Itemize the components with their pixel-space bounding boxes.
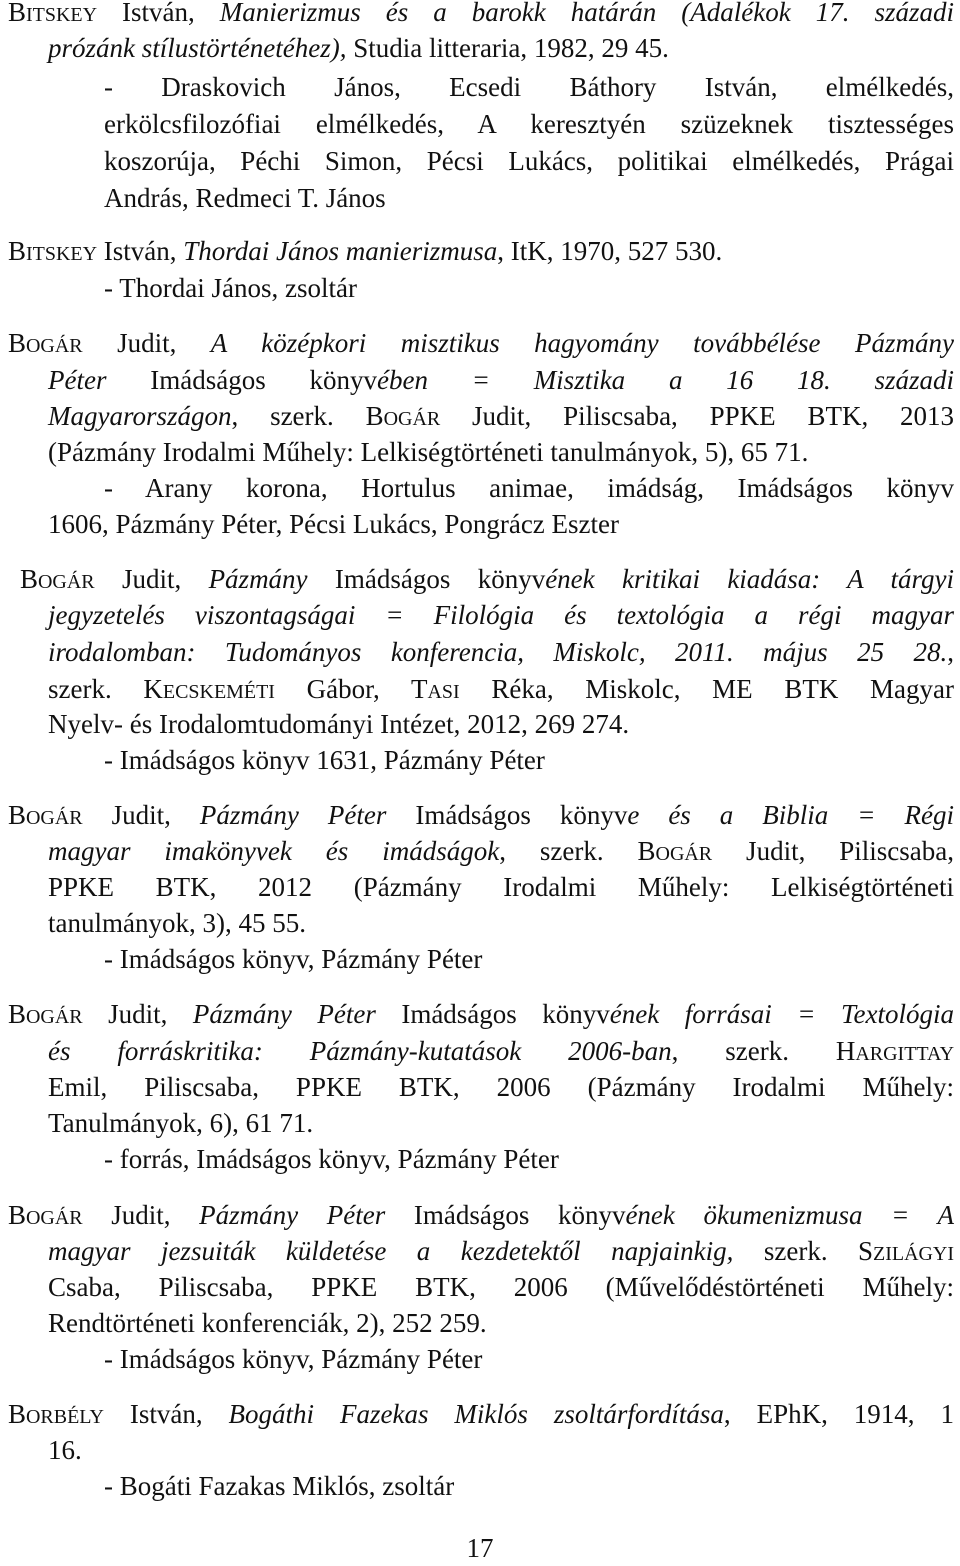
small-caps-run: OGÁR [38, 571, 95, 593]
text-line [20, 561, 954, 597]
text-run: Judit, [94, 564, 209, 594]
text-run: Imádságos könyv [307, 564, 546, 594]
keyword-line [48, 506, 619, 542]
text-run: B [8, 800, 27, 830]
italic-run: és forráskritika: Pázmány-kutatások 2006-ban [48, 1036, 672, 1066]
text-line [48, 706, 629, 742]
text-line [48, 1305, 487, 1341]
keyword-line [104, 180, 386, 216]
text-run: B [8, 1399, 27, 1429]
italic-run: Bogáthi Fazekas Miklós zsoltárfordítása [228, 1399, 724, 1429]
text-run: - Arany korona, Hortulus animae, imádság, Imádságos könyv [104, 473, 954, 503]
small-caps-run: ECSKEMÉTI [162, 681, 275, 703]
small-caps-run: OGÁR [383, 408, 441, 430]
italic-run: prózánk stílustörténetéhez), [48, 33, 347, 63]
text-run: B [8, 328, 27, 358]
text-run: Tanulmányok, 6), 61 71. [48, 1108, 314, 1138]
small-caps-run: OGÁR [655, 843, 713, 865]
text-run: - Imádságos könyv, Pázmány Péter [104, 944, 483, 974]
text-line [48, 434, 808, 470]
keyword-line [104, 470, 954, 506]
text-line [48, 1432, 82, 1468]
italic-run: Thordai János manierizmusa [183, 236, 498, 266]
text-run: Judit, Piliscsaba, PPKE BTK, 2013 [440, 401, 954, 431]
text-run: B [8, 236, 27, 266]
text-run: B [8, 0, 27, 27]
text-run: , szerk. B [499, 836, 656, 866]
text-line [8, 325, 954, 361]
italic-run: e és a Biblia = Régi [627, 800, 955, 830]
text-line [48, 1233, 954, 1269]
keyword-line [104, 143, 954, 179]
text-run: - Imádságos könyv, Pázmány Péter [104, 1344, 483, 1374]
small-caps-run: ZILÁGYI [873, 1243, 955, 1265]
text-run: PPKE BTK, 2012 (Pázmány Irodalmi Műhely: Lelkiségtörténeti [48, 872, 954, 902]
italic-run: A középkori misztikus hagyomány továbbélése Pázmány [210, 328, 954, 358]
text-line [48, 597, 954, 633]
text-line [48, 634, 954, 670]
text-line [48, 362, 954, 398]
text-line [48, 905, 306, 941]
text-run: , [947, 637, 954, 667]
page-number: 17 [466, 1533, 494, 1563]
text-run: Gábor, T [274, 674, 428, 704]
text-line [8, 1197, 954, 1233]
text-run: 16. [48, 1435, 82, 1465]
text-run: tanulmányok, 3), 45 55. [48, 908, 306, 938]
text-run: András, Redmeci T. János [104, 183, 386, 213]
text-run: B [8, 1200, 27, 1230]
italic-run: Pázmány Péter [199, 1200, 386, 1230]
text-line [48, 398, 954, 434]
italic-run: ének forrásai = Textológia [609, 999, 954, 1029]
text-run: Emil, Piliscsaba, PPKE BTK, 2006 (Pázmány Irodalmi Műhely: [48, 1072, 954, 1102]
text-run: , EPhK, 1914, 1 [723, 1399, 955, 1429]
italic-run: Pázmány Péter [192, 999, 376, 1029]
small-caps-run: ARGITTAY [855, 1043, 955, 1065]
text-run: szerk. S [733, 1236, 874, 1266]
text-run: erkölcsfilozófiai elmélkedés, A keresztyén szüzeknek tisztességes [104, 109, 954, 139]
text-run: Csaba, Piliscsaba, PPKE BTK, 2006 (Művelődéstörténeti Műhely: [48, 1272, 954, 1302]
text-run: Judit, Piliscsaba, [712, 836, 954, 866]
text-line [8, 0, 954, 30]
text-run: koszorúja, Péchi Simon, Pécsi Lukács, politikai elmélkedés, Prágai [104, 146, 954, 176]
keyword-line [104, 1341, 482, 1377]
italic-run: Pázmány [208, 564, 308, 594]
small-caps-run: ORBÉLY [26, 1406, 104, 1428]
text-run: Imádságos könyv [106, 365, 377, 395]
text-line [8, 797, 954, 833]
italic-run: ének ökumenizmusa = A [625, 1200, 954, 1230]
small-caps-run: ITSKEY [26, 4, 98, 26]
italic-run: ében = Misztika a 16 18. századi [376, 365, 954, 395]
text-run: István, [97, 236, 184, 266]
text-run: Imádságos könyv [386, 800, 628, 830]
text-run: Rendtörténeti konferenciák, 2), 252 259. [48, 1308, 487, 1338]
text-run: , ItK, 1970, 527 530. [497, 236, 723, 266]
italic-run: magyar jezsuiták küldetése a kezdetektől napjainkig, [48, 1236, 734, 1266]
text-line [48, 1105, 313, 1141]
text-run: - Thordai János, zsoltár [104, 273, 357, 303]
text-line [8, 233, 722, 269]
keyword-line [104, 270, 357, 306]
text-line [48, 1069, 954, 1105]
small-caps-run: OGÁR [26, 335, 83, 357]
text-line [48, 833, 954, 869]
keyword-line [104, 742, 545, 778]
keyword-line [104, 1141, 559, 1177]
italic-run: magyar imakönyvek és imádságok [48, 836, 500, 866]
italic-run: jegyzetelés viszontagságai = Filológia és textológia a régi magyar [48, 600, 954, 630]
small-caps-run: ITSKEY [26, 243, 98, 265]
text-run: Nyelv- és Irodalomtudományi Intézet, 2012, 269 274. [48, 709, 630, 739]
text-run: Judit, [82, 800, 200, 830]
italic-run: ének kritikai kiadása: A tárgyi [545, 564, 954, 594]
text-run: Judit, [82, 1200, 200, 1230]
text-run: (Pázmány Irodalmi Műhely: Lelkiségtörténeti tanulmányok, 5), 65 71. [48, 437, 809, 467]
italic-run: Magyarországon [48, 401, 232, 431]
italic-run: Manierizmus és a barokk határán (Adalékok 17. századi [219, 0, 954, 27]
keyword-line [104, 941, 482, 977]
text-run: Imádságos könyv [385, 1200, 626, 1230]
text-line [48, 1033, 954, 1069]
text-line [48, 1269, 954, 1305]
text-run: , szerk. B [231, 401, 384, 431]
text-run: - forrás, Imádságos könyv, Pázmány Péter [104, 1144, 559, 1174]
italic-run: irodalomban: Tudományos konferencia, Miskolc, 2011. május 25 28. [48, 637, 948, 667]
italic-run: Pázmány Péter [199, 800, 387, 830]
keyword-line [104, 1468, 454, 1504]
text-line [8, 1396, 954, 1432]
text-run: Judit, [82, 999, 193, 1029]
text-run: István, [103, 1399, 229, 1429]
small-caps-run: OGÁR [26, 1207, 83, 1229]
text-line [48, 671, 954, 707]
text-run: szerk. K [48, 674, 163, 704]
text-run: István, [97, 0, 220, 27]
small-caps-run: ASI [427, 681, 460, 703]
text-line [48, 869, 954, 905]
text-run: Imádságos könyv [375, 999, 610, 1029]
text-run: 1606, Pázmány Péter, Pécsi Lukács, Pongrácz Eszter [48, 509, 619, 539]
small-caps-run: OGÁR [26, 807, 83, 829]
keyword-line [104, 106, 954, 142]
text-line [8, 996, 954, 1032]
text-run: Studia litteraria, 1982, 29 45. [346, 33, 669, 63]
text-run: Réka, Miskolc, ME BTK Magyar [459, 674, 954, 704]
keyword-line [104, 69, 954, 105]
text-run: - Imádságos könyv 1631, Pázmány Péter [104, 745, 545, 775]
text-run: - Bogáti Fazakas Miklós, zsoltár [104, 1471, 455, 1501]
text-line [48, 30, 669, 66]
small-caps-run: OGÁR [26, 1006, 83, 1028]
text-run: Judit, [82, 328, 211, 358]
text-run: B [8, 999, 27, 1029]
italic-run: Péter [48, 365, 107, 395]
text-run: - Draskovich János, Ecsedi Báthory István, elmélkedés, [104, 72, 954, 102]
text-run: B [20, 564, 39, 594]
text-run: , szerk. H [671, 1036, 856, 1066]
